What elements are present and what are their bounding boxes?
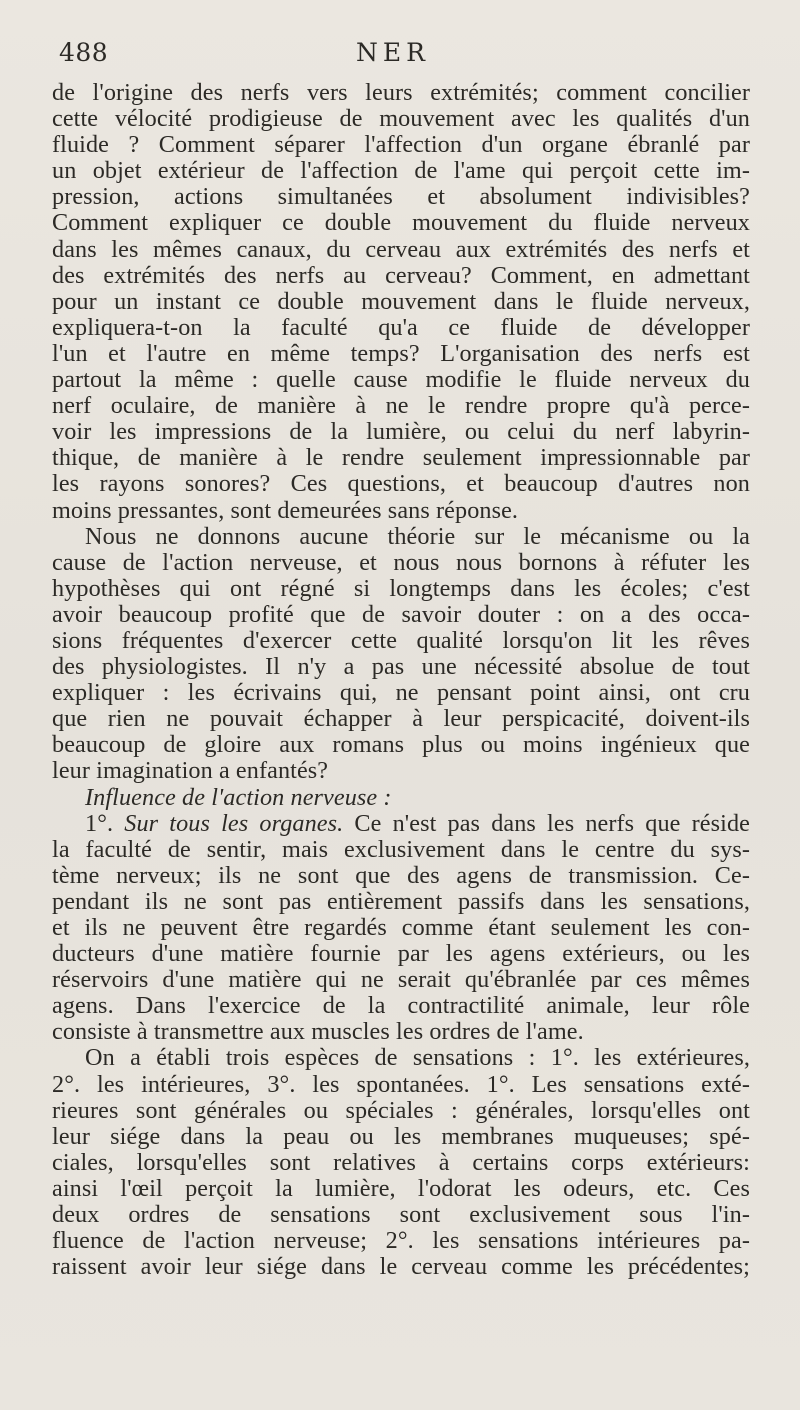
text-line: fluence de l'action nerveuse; 2°. les sensations intérieures pa- bbox=[52, 1227, 750, 1255]
text-line: de l'origine des nerfs vers leurs extrémités; comment concilier bbox=[52, 79, 750, 106]
line-rest: Ce n'est pas dans les nerfs que réside bbox=[354, 809, 750, 837]
paragraph-2 bbox=[52, 524, 750, 785]
text-line: leur siége dans la peau ou les membranes muqueuses; spé- bbox=[52, 1122, 750, 1150]
text-line: un objet extérieur de l'affection de l'ame qui perçoit cette im- bbox=[52, 157, 750, 185]
text-line: 2°. les intérieures, 3°. les spontanées. 1°. Les sensations exté- bbox=[52, 1070, 750, 1098]
text-line: agens. Dans l'exercice de la contractilité animale, leur rôle bbox=[52, 992, 750, 1020]
page-number: 488 bbox=[59, 38, 109, 67]
text-line: ciales, lorsqu'elles sont relatives à certains corps extérieurs: bbox=[52, 1148, 750, 1176]
text-line: nerf oculaire, de manière à ne le rendre propre qu'à perce- bbox=[52, 392, 750, 420]
section-subheading: Influence de l'action nerveuse : bbox=[85, 783, 392, 811]
text-line: des extrémités des nerfs au cerveau? Comment, en admettant bbox=[52, 261, 750, 289]
text-line: cette vélocité prodigieuse de mouvement avec les qualités d'un bbox=[52, 105, 750, 133]
text-line: avoir beaucoup profité que de savoir douter : on a des occa- bbox=[52, 600, 750, 628]
text-line: pour un instant ce double mouvement dans le fluide nerveux, bbox=[52, 287, 750, 315]
text-line: Nous ne donnons aucune théorie sur le mécanisme ou la bbox=[85, 522, 750, 550]
paragraph-3 bbox=[52, 811, 750, 1046]
text-line: expliquer : les écrivains qui, ne pensant point ainsi, ont cru bbox=[52, 679, 750, 707]
text-line: raissent avoir leur siége dans le cerveau comme les précédentes; bbox=[52, 1253, 750, 1281]
body-text bbox=[52, 80, 750, 1280]
text-line: réservoirs d'une matière qui ne serait qu'ébranlée par ces mêmes bbox=[52, 966, 750, 994]
running-head: NER bbox=[356, 38, 430, 67]
text-line: deux ordres de sensations sont exclusivement sous l'in- bbox=[52, 1201, 750, 1229]
text-line: beaucoup de gloire aux romans plus ou moins ingénieux que bbox=[52, 731, 750, 759]
paragraph-4 bbox=[52, 1045, 750, 1280]
text-line: l'un et l'autre en même temps? L'organisation des nerfs est bbox=[52, 339, 750, 367]
text-line: ainsi l'œil perçoit la lumière, l'odorat les odeurs, etc. Ces bbox=[52, 1174, 750, 1202]
list-number: 1°. bbox=[85, 809, 114, 837]
text-line: moins pressantes, sont demeurées sans réponse. bbox=[52, 496, 519, 524]
text-line: pression, actions simultanées et absolument indivisibles? bbox=[52, 183, 750, 211]
page-header bbox=[52, 38, 750, 80]
text-line: hypothèses qui ont régné si longtemps dans les écoles; c'est bbox=[52, 574, 750, 602]
text-line bbox=[52, 811, 750, 837]
text-line: On a établi trois espèces de sensations : 1°. les extérieures, bbox=[85, 1044, 750, 1072]
paragraph-1 bbox=[52, 80, 750, 524]
text-line: partout la même : quelle cause modifie le fluide nerveux du bbox=[52, 366, 750, 394]
text-line: consiste à transmettre aux muscles les ordres de l'ame. bbox=[52, 1018, 584, 1046]
text-line: les rayons sonores? Ces questions, et beaucoup d'autres non bbox=[52, 470, 750, 498]
text-line: thique, de manière à le rendre seulement impressionnable par bbox=[52, 444, 750, 472]
text-line: sions fréquentes d'exercer cette qualité lorsqu'on lit les rêves bbox=[52, 626, 750, 654]
text-line: fluide ? Comment séparer l'affection d'un organe ébranlé par bbox=[52, 131, 750, 159]
text-line: dans les mêmes canaux, du cerveau aux extrémités des nerfs et bbox=[52, 235, 750, 263]
text-line: cause de l'action nerveuse, et nous nous bornons à réfuter les bbox=[52, 548, 750, 576]
text-line: ducteurs d'une matière fournie par les agens extérieurs, ou les bbox=[52, 940, 750, 968]
text-line: pendant ils ne sont pas entièrement passifs dans les sensations, bbox=[52, 887, 750, 915]
text-line: la faculté de sentir, mais exclusivement dans le centre du sys- bbox=[52, 835, 750, 863]
text-line: leur imagination a enfantés? bbox=[52, 757, 329, 785]
text-line: tème nerveux; ils ne sont que des agens de transmission. Ce- bbox=[52, 861, 750, 889]
text-line: des physiologistes. Il n'y a pas une nécessité absolue de tout bbox=[52, 653, 750, 681]
text-line: que rien ne pouvait échapper à leur perspicacité, doivent-ils bbox=[52, 705, 750, 733]
text-line: Comment expliquer ce double mouvement du fluide nerveux bbox=[52, 209, 750, 237]
text-line: rieures sont générales ou spéciales : générales, lorsqu'elles ont bbox=[52, 1096, 750, 1124]
text-line: expliquera-t-on la faculté qu'a ce fluide de développer bbox=[52, 313, 750, 341]
text-line: et ils ne peuvent être regardés comme étant seulement les con- bbox=[52, 914, 750, 941]
text-line: voir les impressions de la lumière, ou celui du nerf labyrin- bbox=[52, 418, 750, 446]
italic-lead: Sur tous les organes. bbox=[124, 809, 344, 837]
